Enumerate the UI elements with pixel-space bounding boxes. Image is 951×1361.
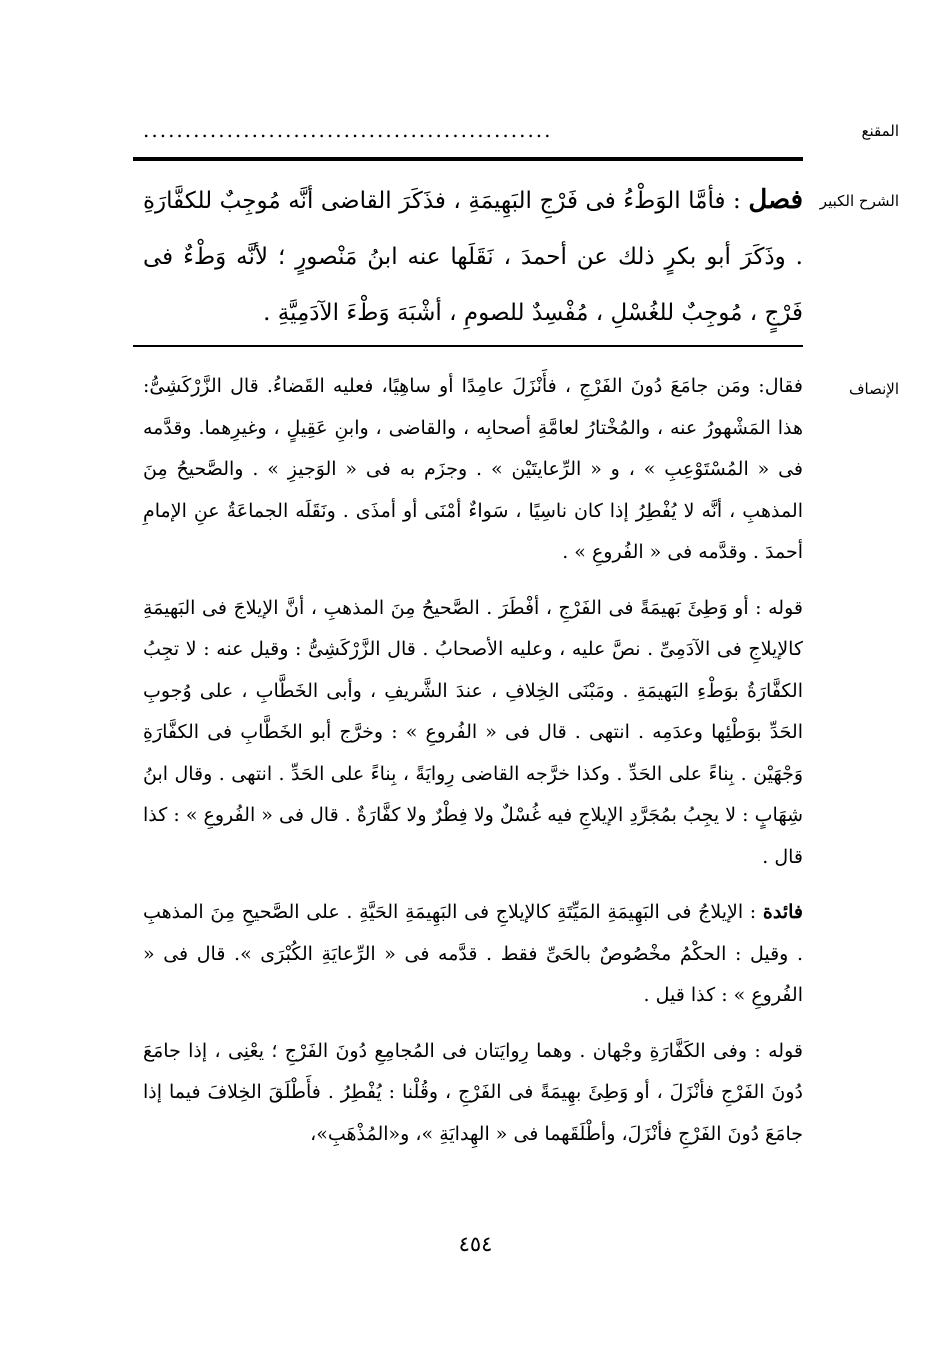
insaf-text-block bbox=[143, 366, 803, 1169]
page-number: ٤٥٤ bbox=[458, 1232, 493, 1256]
paragraph-lead-faida: فائدة bbox=[762, 901, 803, 923]
insaf-paragraph bbox=[143, 1031, 803, 1156]
paragraph-text: قوله : وفى الكَفَّارَةِ وجْهان . وهما رِوايَتان فى المُجامِعِ دُونَ الفَرْجِ ؛ يعْنِى ، إذا جامَعَ دُونَ الفَرْجِ فأنْزَلَ ، أو وَطِئَ بهِيمَةً فى الفَرْجِ ، وقُلْنا : يُفْطِرُ . فأَطْلَقَ الخِلافَ فيما إذا جامَعَ دُونَ الفَرْجِ فأنْزَلَ، وأطْلَقَهما فى « الهِدايَةِ »، و«المُذْهَبِ»، bbox=[143, 1039, 803, 1145]
margin-label-insaf: الإنصاف bbox=[848, 380, 899, 398]
insaf-paragraph bbox=[143, 366, 803, 574]
sharh-text-block bbox=[143, 172, 803, 341]
sharh-text: : فأمَّا الوَطْءُ فى فَرْجِ البَهِيمَةِ ، فذَكَرَ القاضى أنَّه مُوجِبٌ للكفَّارَةِ . وذَكَرَ أبو بكرٍ ذلك عن أحمدَ ، نَقَلَها عنه ابنُ مَنْصورٍ ؛ لأنَّه وَطْءٌ فى فَرْجٍ ، مُوجِبٌ للغُسْلِ ، مُفْسِدٌ للصومِ ، أشْبَهَ وَطْءَ الآدَمِيَّةِ . bbox=[143, 188, 803, 326]
margin-label-sharh: الشرح الكبير bbox=[819, 192, 899, 210]
paragraph-text: قوله : أو وَطِئَ بَهيمَةً فى الفَرْجِ ، أفْطَرَ . الصَّحيحُ مِنَ المذهبِ ، أنَّ الإيلاجَ فى البَهيمَةِ كالإيلاجِ فى الآدَمِىِّ . نصَّ عليه ، وعليه الأصحابُ . قال الزَّرْكَشِىُّ : وقيل عنه : لا تجِبُ الكفَّارَةُ بوَطْءِ البَهيمَةِ . ومَبْنَى الخِلافِ ، عندَ الشَّريفِ ، وأبى الخَطَّابِ ، على وُجوبِ الحَدِّ بوَطْئِها وعدَمِه . انتهى . قال فى « الفُروعِ » : وخرَّج أبو الخَطَّابِ فى الكفَّارَةِ وَجْهَيْن . بِناءً على الحَدِّ . وكذا خرَّجه القاضى رِوايَةً ، بِناءً على الحَدِّ . انتهى . وقال ابنُ شِهَابٍ : لا يجِبُ بمُجَرَّدِ الإيلاجِ فيه غُسْلٌ ولا فِطْرٌ ولا كفَّارَةٌ . قال فى « الفُروعِ » : كذا قال . bbox=[143, 596, 803, 868]
paragraph-text: فقال: ومَن جامَعَ دُونَ الفَرْجِ ، فأَنْزَلَ عامِدًا أو ساهِيًا، فعليه القَضاءُ. قال الزَّرْكَشِىُّ: هذا المَشْهورُ عنه ، والمُخْتارُ لعامَّةِ أصحابِه ، والقاضى ، وابنِ عَقِيلٍ ، وغيرِهما. وقدَّمه فى « المُسْتَوْعِبِ » ، و « الرِّعايتَيْن » . وجزَم به فى « الوَجيزِ » . والصَّحيحُ مِنَ المذهبِ ، أنَّه لا يُفْطِرُ إذا كان ناسِيًا ، سَواءٌ أمْنَى أو أمذَى . ونَقَلَه الجماعَةُ عنِ الإمامِ أحمدَ . وقدَّمه فى « الفُروعِ » . bbox=[143, 375, 803, 563]
middle-rule bbox=[133, 345, 803, 347]
header-dotted-line: ................................................. bbox=[143, 118, 553, 142]
margin-label-muqni: المقنع bbox=[861, 122, 899, 140]
top-thick-rule bbox=[133, 157, 803, 161]
insaf-paragraph bbox=[143, 588, 803, 879]
insaf-paragraph bbox=[143, 892, 803, 1017]
paragraph-text: : الإيلاجُ فى البَهِيمَةِ المَيِّتَةِ كالإيلاجِ فى البَهِيمَةِ الحَيَّةِ . على الصَّحيحِ مِنَ المذهبِ . وقيل : الحكْمُ مخْصُوصٌ بالحَىِّ فقط . قدَّمه فى « الرِّعايَةِ الكُبْرَى ». قال فى « الفُروعِ » : كذا قيل . bbox=[143, 901, 803, 1006]
section-heading-fasl: فصل bbox=[748, 185, 803, 215]
